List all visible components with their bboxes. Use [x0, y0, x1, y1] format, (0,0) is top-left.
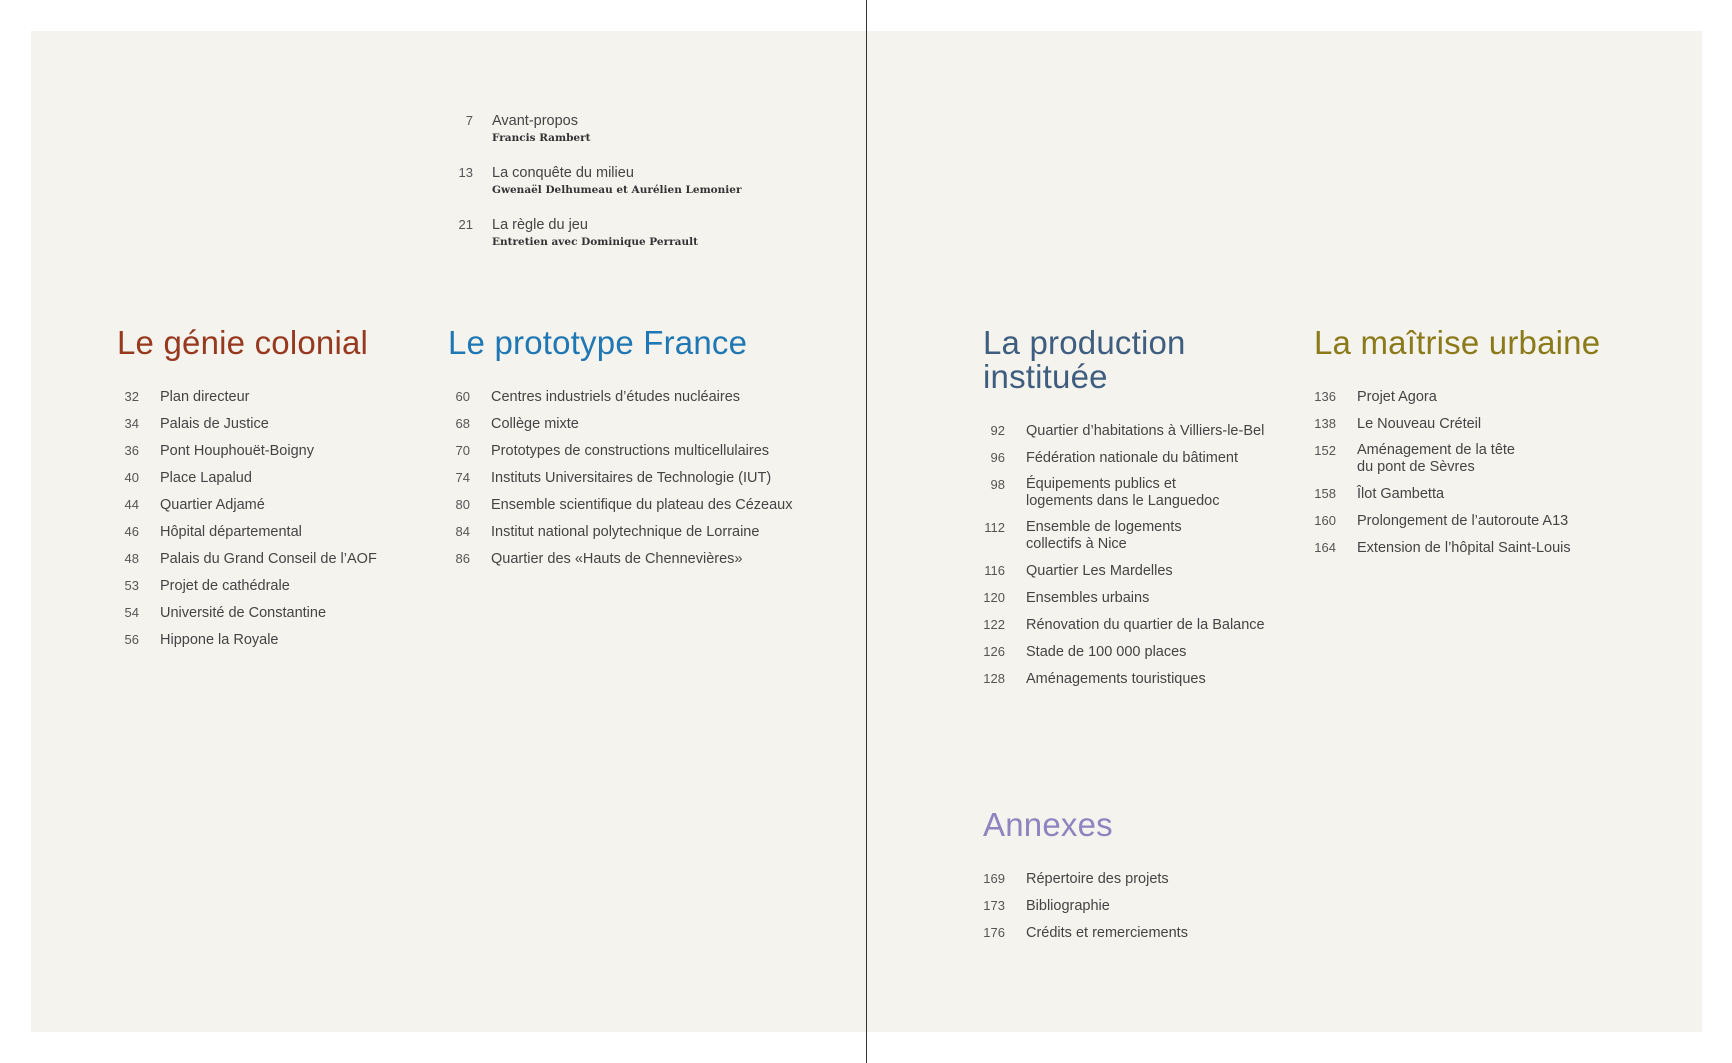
toc-entry[interactable] — [117, 577, 417, 595]
page-number: 13 — [458, 165, 473, 180]
entry-label: Quartier d’habitations à Villiers-le-Bel — [1026, 423, 1265, 439]
toc-entry[interactable] — [983, 670, 1283, 688]
intro-entry-conquete[interactable] — [449, 164, 742, 198]
toc-entry[interactable] — [448, 415, 828, 433]
toc-entry[interactable] — [983, 589, 1283, 607]
toc-entry[interactable] — [983, 562, 1283, 580]
entry-label: Extension de l’hôpital Saint-Louis — [1357, 540, 1571, 556]
toc-entry[interactable] — [117, 469, 417, 487]
page-number: 176 — [983, 925, 1005, 940]
toc-entry[interactable] — [1314, 485, 1654, 503]
page-number: 56 — [124, 632, 139, 647]
page-number: 34 — [124, 416, 139, 431]
toc-entry[interactable] — [983, 519, 1283, 553]
entry-label-line: Aménagement de la tête — [1357, 442, 1515, 458]
page-number: 53 — [124, 578, 139, 593]
section-annexes — [983, 808, 1323, 951]
toc-entry[interactable] — [117, 496, 417, 514]
entry-label: Répertoire des projets — [1026, 871, 1169, 887]
entry-label-line: Équipements publics et — [1026, 476, 1176, 492]
toc-entry[interactable] — [1314, 388, 1654, 406]
section-title: Le prototype France — [448, 324, 748, 361]
entry-label: Centres industriels d’études nucléaires — [491, 389, 741, 405]
section-genie-colonial — [117, 326, 417, 658]
toc-entry[interactable] — [983, 643, 1283, 661]
entry-label: Crédits et remerciements — [1026, 925, 1188, 941]
entry-label: Aménagements touristiques — [1026, 671, 1206, 687]
entry-label-line: Ensemble de logements — [1026, 519, 1182, 535]
page-number: 96 — [990, 450, 1005, 465]
toc-entry[interactable] — [117, 550, 417, 568]
page-number: 40 — [124, 470, 139, 485]
toc-entry[interactable] — [448, 442, 828, 460]
section-title: La maîtrise urbaine — [1314, 324, 1601, 361]
entry-label: Institut national polytechnique de Lorraine — [491, 524, 760, 540]
page-number: 46 — [124, 524, 139, 539]
entry-label: Rénovation du quartier de la Balance — [1026, 617, 1265, 633]
entry-label: Ensembles urbains — [1026, 590, 1150, 606]
page-number: 164 — [1314, 540, 1336, 555]
toc-entry[interactable] — [983, 870, 1323, 888]
entry-label: Stade de 100 000 places — [1026, 644, 1187, 660]
page-number: 36 — [124, 443, 139, 458]
entry-label: Quartier des «Hauts de Chennevières» — [491, 551, 743, 567]
intro-entry-regle[interactable] — [449, 216, 742, 250]
toc-entry[interactable] — [448, 388, 828, 406]
entry-label: Hippone la Royale — [160, 632, 279, 648]
entry-label: Prototypes de constructions multicellulaires — [491, 443, 770, 459]
page-number: 136 — [1314, 389, 1336, 404]
toc-entry[interactable] — [448, 469, 828, 487]
entry-label: Collège mixte — [491, 416, 579, 432]
entry-label: Projet de cathédrale — [160, 578, 290, 594]
toc-entry[interactable] — [448, 523, 828, 541]
intro-contents — [449, 112, 742, 268]
page-number: 68 — [455, 416, 470, 431]
entry-label: Bibliographie — [1026, 898, 1110, 914]
entry-label: Prolongement de l’autoroute A13 — [1357, 513, 1569, 529]
entry-author: Francis Rambert — [492, 132, 591, 144]
entry-label: Ensemble scientifique du plateau des Cézeaux — [491, 497, 793, 513]
toc-entry[interactable] — [117, 604, 417, 622]
section-maitrise-urbaine — [1314, 326, 1654, 566]
entry-author: Entretien avec Dominique Perrault — [492, 236, 698, 248]
page-number: 21 — [458, 217, 473, 232]
page-number: 44 — [124, 497, 139, 512]
entry-label: Palais de Justice — [160, 416, 269, 432]
entry-label-line: logements dans le Languedoc — [1026, 493, 1220, 509]
page-number: 122 — [983, 617, 1005, 632]
page-number: 48 — [124, 551, 139, 566]
entry-label: Projet Agora — [1357, 389, 1437, 405]
page-number: 98 — [990, 477, 1005, 492]
entry-label: Instituts Universitaires de Technologie (IUT) — [491, 470, 772, 486]
page-number: 116 — [984, 563, 1005, 578]
toc-entry[interactable] — [983, 897, 1323, 915]
toc-entry[interactable] — [1314, 512, 1654, 530]
section-title — [983, 326, 1283, 394]
section-title: Le génie colonial — [117, 324, 369, 361]
entry-label: Quartier Adjamé — [160, 497, 265, 513]
page-number: 86 — [455, 551, 470, 566]
toc-entry[interactable] — [117, 415, 417, 433]
entry-label: Pont Houphouët-Boigny — [160, 443, 314, 459]
page-number: 152 — [1314, 443, 1336, 458]
page-number: 169 — [983, 871, 1005, 886]
toc-entry[interactable] — [983, 422, 1283, 440]
toc-entry[interactable] — [117, 523, 417, 541]
page-number: 160 — [1314, 513, 1336, 528]
page-number: 60 — [455, 389, 470, 404]
entry-label: Îlot Gambetta — [1357, 486, 1445, 502]
page-number: 126 — [983, 644, 1005, 659]
page-number: 92 — [990, 423, 1005, 438]
entry-label: Université de Constantine — [160, 605, 327, 621]
page-number: 128 — [983, 671, 1005, 686]
toc-entry[interactable] — [983, 924, 1323, 942]
toc-entry[interactable] — [1314, 442, 1654, 476]
toc-entry[interactable] — [983, 616, 1283, 634]
entry-label: Palais du Grand Conseil de l’AOF — [160, 551, 377, 567]
section-prototype-france — [448, 326, 828, 577]
section-title-line: La production — [983, 324, 1186, 361]
page-number: 158 — [1314, 486, 1336, 501]
toc-entry[interactable] — [117, 388, 417, 406]
page-number: 112 — [984, 520, 1005, 535]
page-number: 80 — [455, 497, 470, 512]
entry-label: Quartier Les Mardelles — [1026, 563, 1173, 579]
intro-entry-avant-propos[interactable] — [449, 112, 742, 146]
toc-entry[interactable] — [448, 496, 828, 514]
page-number: 32 — [124, 389, 139, 404]
entry-title: La règle du jeu — [492, 217, 588, 233]
section-title-line: instituée — [983, 358, 1108, 395]
entry-label: Le Nouveau Créteil — [1357, 416, 1482, 432]
page-number: 84 — [455, 524, 470, 539]
toc-entry[interactable] — [117, 631, 417, 649]
page-number: 173 — [983, 898, 1005, 913]
toc-entry[interactable] — [983, 476, 1283, 510]
page-number: 70 — [455, 443, 470, 458]
entry-title: La conquête du milieu — [492, 165, 634, 181]
entry-label-line: du pont de Sèvres — [1357, 459, 1475, 475]
page-number: 138 — [1314, 416, 1336, 431]
toc-entry[interactable] — [983, 449, 1283, 467]
section-title: Annexes — [983, 806, 1113, 843]
entry-label: Place Lapalud — [160, 470, 252, 486]
entry-label: Plan directeur — [160, 389, 250, 405]
toc-entry[interactable] — [1314, 415, 1654, 433]
toc-entry[interactable] — [1314, 539, 1654, 557]
entry-title: Avant-propos — [492, 113, 578, 129]
page-number: 120 — [983, 590, 1005, 605]
page-number: 74 — [455, 470, 470, 485]
page-number: 54 — [124, 605, 139, 620]
page-gutter-line — [866, 0, 867, 1063]
section-production-instituee — [983, 326, 1283, 697]
toc-entry[interactable] — [117, 442, 417, 460]
entry-label: Hôpital départemental — [160, 524, 302, 540]
page-number: 7 — [465, 113, 473, 128]
entry-author: Gwenaël Delhumeau et Aurélien Lemonier — [492, 184, 742, 196]
entry-label-line: collectifs à Nice — [1026, 536, 1127, 552]
entry-label: Fédération nationale du bâtiment — [1026, 450, 1239, 466]
toc-entry[interactable] — [448, 550, 828, 568]
